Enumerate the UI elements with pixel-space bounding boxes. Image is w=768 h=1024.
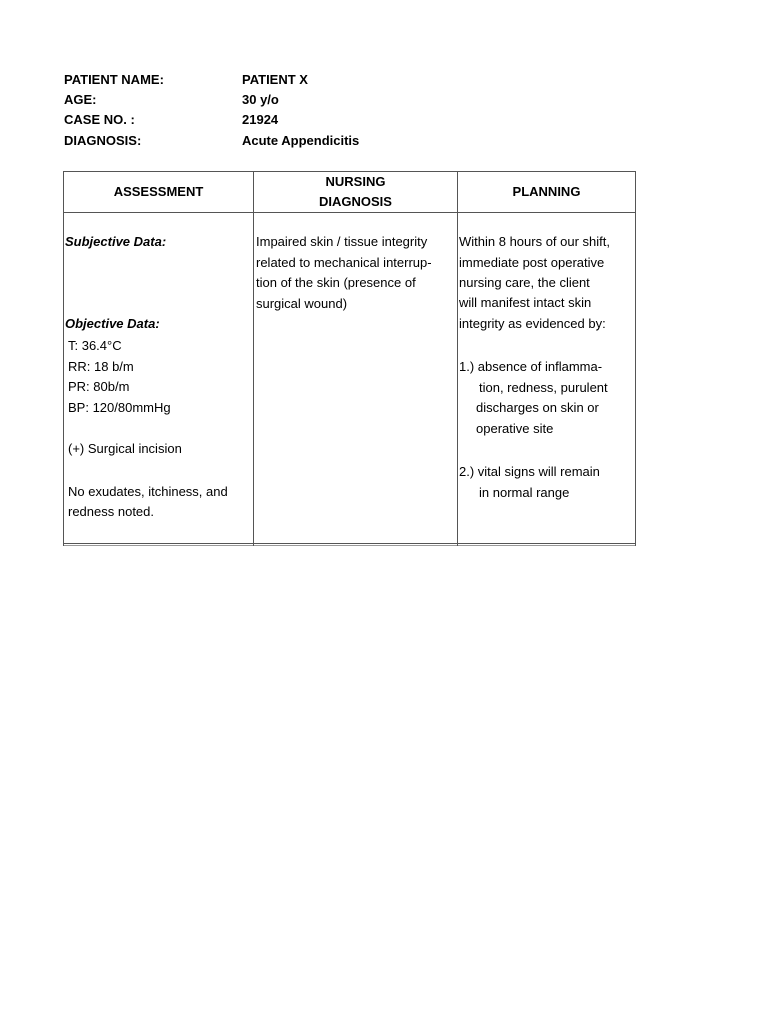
respiratory-rate-value: RR: 18 b/m (68, 359, 134, 374)
planning-line5: integrity as evidenced by: (459, 316, 606, 331)
nursing-diagnosis-line2: related to mechanical interrup- (256, 255, 432, 270)
header-nursing-diagnosis-line2: DIAGNOSIS (319, 194, 392, 209)
age-value: 30 y/o (242, 92, 279, 107)
observation-note-line1: No exudates, itchiness, and (68, 484, 228, 499)
care-plan-table (63, 171, 636, 546)
table-bottom-border (63, 543, 636, 544)
diagnosis-value: Acute Appendicitis (242, 133, 360, 148)
pulse-rate-value: PR: 80b/m (68, 379, 130, 394)
planning-item1-line3: discharges on skin or (476, 400, 599, 415)
table-right-border (635, 171, 636, 546)
header-nursing-diagnosis (254, 172, 457, 212)
diagnosis-label: DIAGNOSIS: (64, 133, 142, 148)
nursing-diagnosis-line1: Impaired skin / tissue integrity (256, 234, 428, 249)
header-nursing-diagnosis-line1: NURSING (325, 174, 386, 189)
planning-item1-line4: operative site (476, 421, 554, 436)
observation-note-line2: redness noted. (68, 504, 155, 519)
case-no-label: CASE NO. : (64, 112, 135, 127)
column-divider-1 (253, 171, 254, 546)
table-left-border (63, 171, 64, 546)
planning-item1-line2: tion, redness, purulent (479, 380, 608, 395)
nursing-diagnosis-line3: tion of the skin (presence of (256, 275, 416, 290)
planning-line2: immediate post operative (459, 255, 605, 270)
age-label: AGE: (64, 92, 97, 107)
subjective-data-label: Subjective Data: (65, 234, 167, 249)
header-divider (63, 212, 636, 213)
nursing-diagnosis-line4: surgical wound) (256, 296, 348, 311)
table-bottom-border-double (63, 545, 636, 546)
case-no-value: 21924 (242, 112, 279, 127)
planning-item1-line1: 1.) absence of inflamma- (459, 359, 603, 374)
blood-pressure-value: BP: 120/80mmHg (68, 400, 171, 415)
patient-name-label: PATIENT NAME: (64, 72, 164, 87)
header-assessment: ASSESSMENT (113, 184, 204, 199)
temperature-value: T: 36.4°C (68, 338, 122, 353)
planning-item2-line2: in normal range (479, 485, 570, 500)
planning-line1: Within 8 hours of our shift, (459, 234, 611, 249)
planning-line4: will manifest intact skin (459, 295, 592, 310)
header-planning: PLANNING (512, 184, 581, 199)
patient-name-value: PATIENT X (242, 72, 308, 87)
objective-data-label: Objective Data: (65, 316, 160, 331)
planning-line3: nursing care, the client (459, 275, 590, 290)
surgical-incision-note: (+) Surgical incision (68, 441, 182, 456)
column-divider-2 (457, 171, 458, 546)
planning-item2-line1: 2.) vital signs will remain (459, 464, 600, 479)
